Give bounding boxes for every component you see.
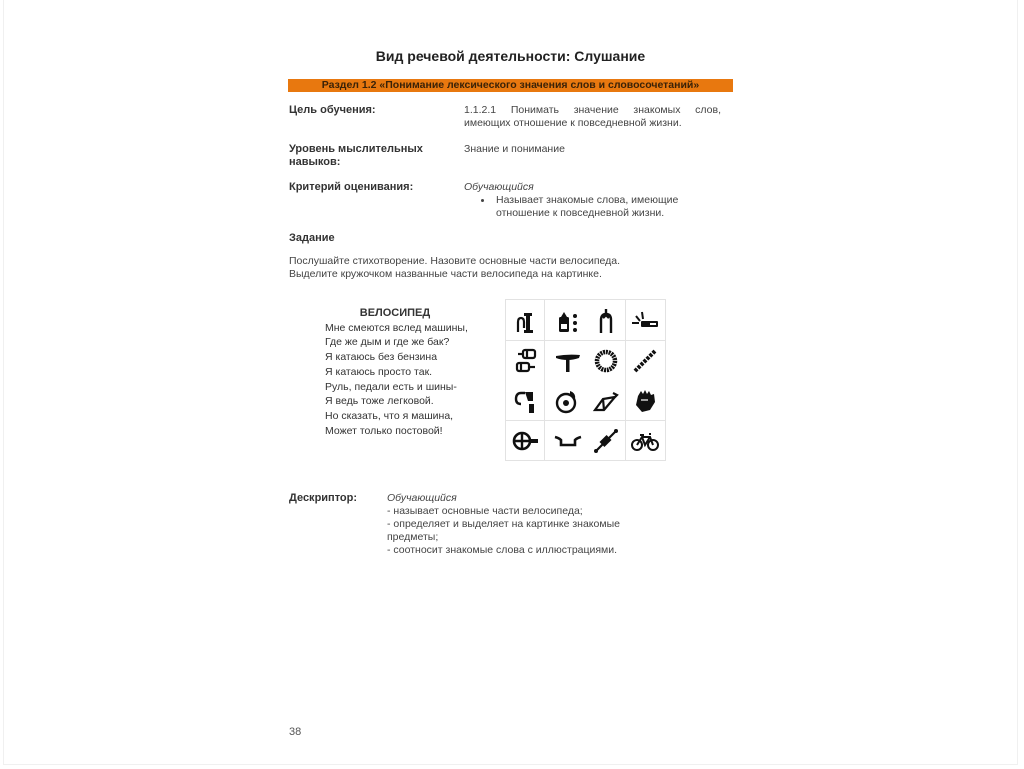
- poem-line: Руль, педали есть и шины-: [325, 380, 457, 393]
- poem-line: Мне смеются вслед машины,: [325, 321, 468, 334]
- criteria-item: Называет знакомые слова, имеющие отношение к повседневной жизни.: [476, 194, 706, 220]
- task-heading: Задание: [289, 232, 335, 244]
- descriptor-item: - соотносит знакомые слова с иллюстрациями.: [387, 544, 618, 556]
- descriptor-subject: Обучающийся: [387, 492, 457, 504]
- chain-icon: [630, 346, 660, 376]
- bicycle-parts-grid: [505, 299, 666, 461]
- criteria-subject: Обучающийся: [464, 181, 534, 193]
- fork-icon: [591, 306, 621, 336]
- glove-icon: [630, 386, 660, 416]
- headlight-icon: [630, 306, 660, 336]
- shock-absorber-icon: [591, 426, 621, 456]
- descriptor-label: Дескриптор:: [289, 492, 358, 504]
- poem-line: Я катаюсь просто так.: [325, 365, 433, 378]
- learning-goal-label: Цель обучения:: [289, 104, 376, 116]
- descriptor-body: [387, 492, 647, 557]
- grid-line: [506, 340, 665, 341]
- poem: [325, 306, 468, 438]
- learning-goal-value: 1.1.2.1 Понимать значение знакомых слов, имеющих отношение к повседневной жизни.: [464, 104, 721, 129]
- page-number: 38: [289, 726, 302, 738]
- page-title: Вид речевой деятельности: Слушание: [375, 48, 646, 64]
- tire-icon: [591, 346, 621, 376]
- grid-line: [625, 300, 626, 460]
- descriptor-item: - определяет и выделяет на картинке знакомые предметы;: [387, 518, 620, 543]
- handlebar-icon: [553, 426, 583, 456]
- disc-brake-icon: [553, 386, 583, 416]
- saddle-icon: [553, 346, 583, 376]
- task-line-1: Послушайте стихотворение. Назовите основные части велосипеда.: [289, 255, 621, 267]
- crankset-icon: [511, 426, 541, 456]
- poem-line: Но сказать, что я машина,: [325, 409, 454, 422]
- criteria-list: [476, 194, 706, 220]
- poem-line: Может только постовой!: [325, 424, 443, 437]
- pedals-icon: [511, 346, 541, 376]
- poem-title: ВЕЛОСИПЕД: [359, 307, 431, 319]
- poem-line: Где же дым и где же бак?: [325, 336, 450, 349]
- frame-icon: [591, 386, 621, 416]
- criteria-label: Критерий оценивания:: [289, 181, 414, 193]
- grid-line: [506, 420, 665, 421]
- grid-line: [544, 300, 545, 460]
- descriptor-item: - называет основные части велосипеда;: [387, 505, 583, 517]
- brake-lever-icon: [511, 386, 541, 416]
- poem-line: Я катаюсь без бензина: [325, 351, 438, 364]
- water-bottle-icon: [553, 306, 583, 336]
- bicycle-icon: [630, 426, 660, 456]
- thinking-level-label: Уровень мыслительных навыков:: [289, 143, 423, 168]
- task-line-2: Выделите кружочком названные части велосипеда на картинке.: [289, 268, 602, 280]
- poem-line: Я ведь тоже легковой.: [325, 395, 434, 408]
- section-banner: Раздел 1.2 «Понимание лексического значения слов и словосочетаний»: [288, 79, 733, 92]
- pump-icon: [511, 306, 541, 336]
- thinking-level-value: Знание и понимание: [464, 143, 565, 155]
